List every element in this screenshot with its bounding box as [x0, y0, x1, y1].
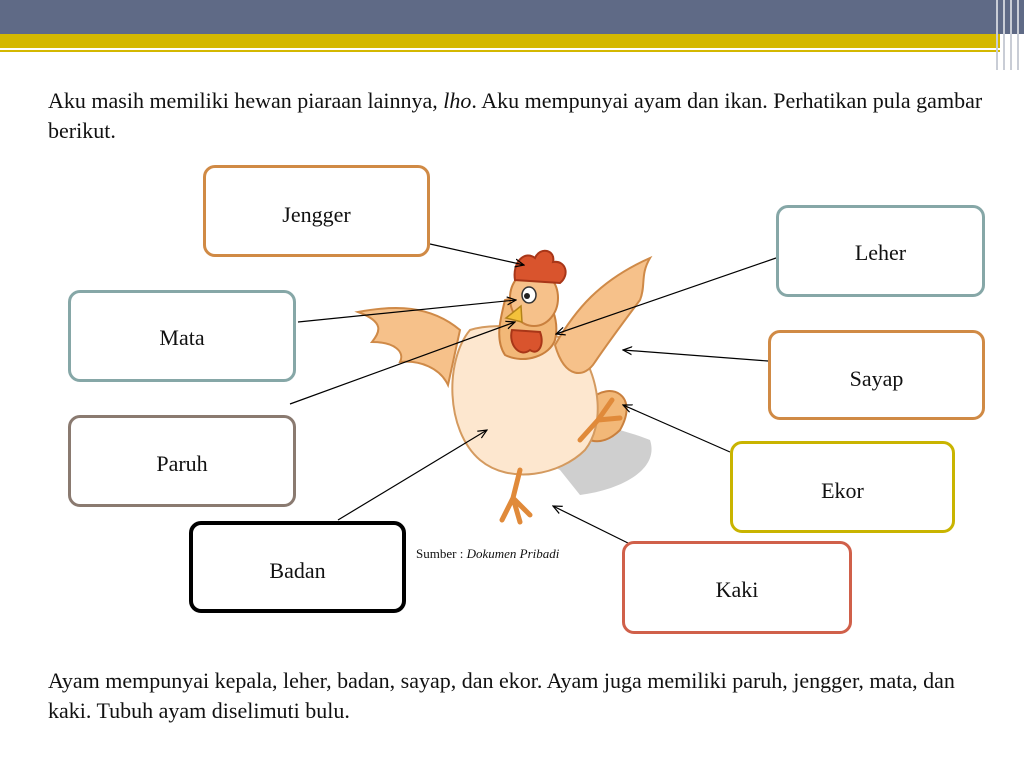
pointer-jengger: [430, 244, 524, 265]
label-sayap-text: Sayap: [849, 366, 904, 391]
label-paruh-text: Paruh: [156, 451, 208, 476]
label-jengger-text: Jengger: [282, 202, 351, 227]
intro-part2: . Aku mempunyai ayam dan ikan. Perhatikan pula gambar berikut.: [48, 88, 983, 143]
label-kaki-text: Kaki: [715, 577, 759, 602]
label-jengger: [203, 165, 430, 257]
pointer-badan: [338, 430, 487, 520]
source-prefix: Sumber :: [416, 546, 467, 561]
label-leher: [776, 205, 985, 297]
outro-text: Ayam mempunyai kepala, leher, badan, sayap, dan ekor. Ayam juga memiliki paruh, jengger, mata, dan kaki. Tubuh ayam diselimuti bulu.: [48, 668, 955, 723]
label-badan-text: Badan: [269, 558, 326, 583]
label-ekor-text: Ekor: [821, 478, 864, 503]
source-italic: Dokumen Pribadi: [466, 546, 560, 561]
label-kaki: [622, 541, 852, 634]
label-ekor: [730, 441, 955, 533]
pointer-sayap: [623, 350, 768, 361]
intro-italic: lho: [443, 88, 472, 113]
intro-part1: Aku masih memiliki hewan piaraan lainnya,: [48, 88, 444, 113]
label-badan: [189, 521, 406, 613]
label-paruh: [68, 415, 296, 507]
image-source: [416, 546, 559, 562]
label-leher-text: Leher: [854, 240, 907, 265]
pointer-leher: [556, 258, 776, 334]
pointer-kaki: [553, 506, 632, 545]
label-sayap: [768, 330, 985, 420]
label-mata: [68, 290, 296, 382]
label-mata-text: Mata: [159, 325, 205, 350]
